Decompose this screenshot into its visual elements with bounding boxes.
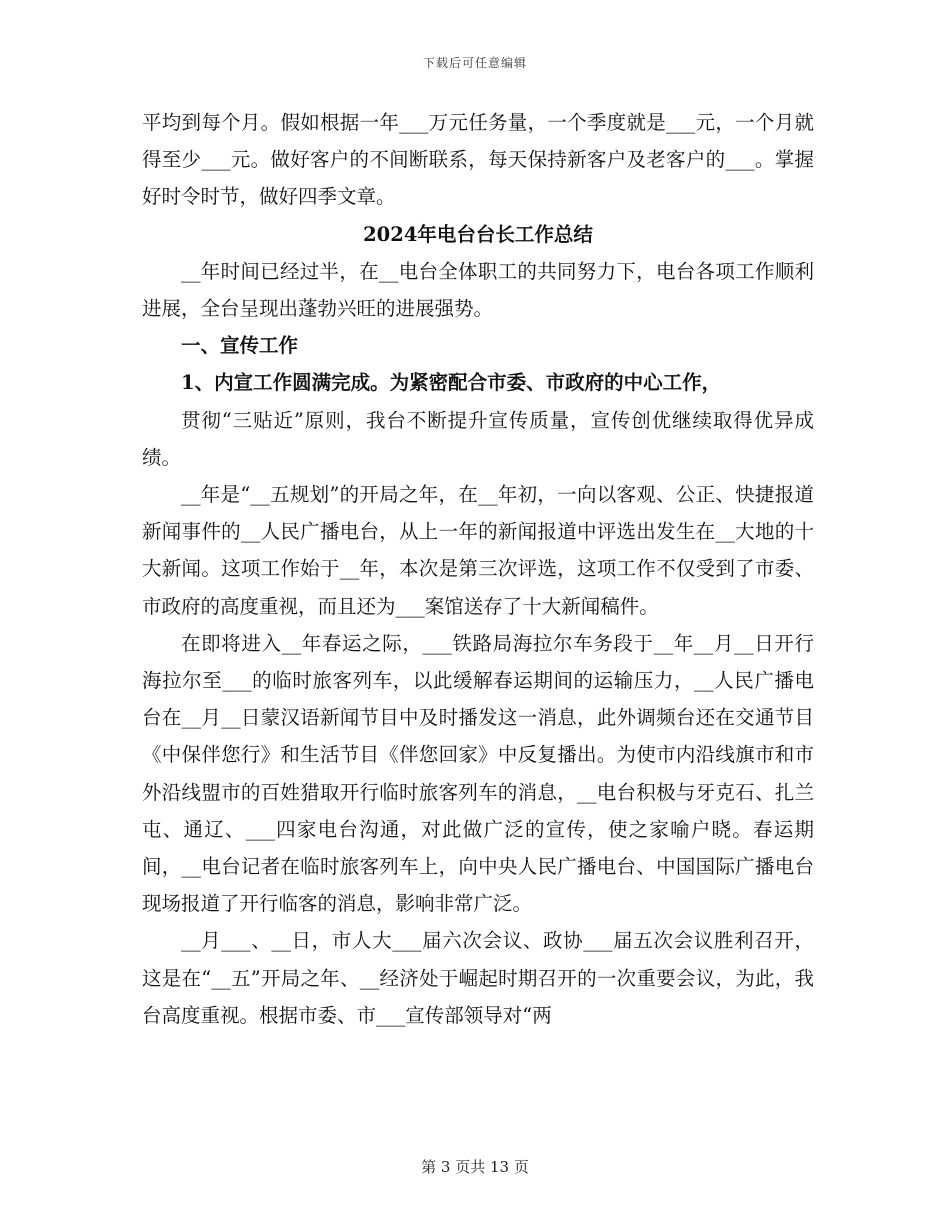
body-paragraph: __月___、__日，市人大___届六次会议、政协___届五次会议胜利召开，这是在“__五”开局之年、__经济处于崛起时期召开的一次重要会议，为此，我台高度重视。根据市委、市___宣传部领导对“两 [142, 929, 814, 1027]
document-title: 2024年电台台长工作总结 [363, 222, 593, 246]
page-header: 下载后可任意编辑 [422, 56, 527, 70]
document-body [142, 104, 814, 1034]
continuation-paragraph: 平均到每个月。假如根据一年___万元任务量，一个季度就是___元，一个月就得至少___元。做好客户的不间断联系，每天保持新客户及老客户的___。掌握好时令时节，做好四季文章。 [142, 111, 814, 209]
body-paragraph: 贯彻“三贴近”原则，我台不断提升宣传质量，宣传创优继续取得优异成绩。 [142, 408, 814, 469]
subsection-heading: 1、内宣工作圆满完成。为紧密配合市委、市政府的中心工作， [181, 371, 722, 395]
page-number: 第 3 页共 13 页 [421, 1158, 529, 1176]
intro-paragraph: __年时间已经过半，在__电台全体职工的共同努力下，电台各项工作顺利进展，全台呈现出蓬勃兴旺的进展强势。 [142, 259, 814, 321]
body-paragraph: __年是“__五规划”的开局之年，在__年初，一向以客观、公正、快捷报道新闻事件的__人民广播电台，从上一年的新闻报道中评选出发生在__大地的十大新闻。这项工作始于__年，本次是第三次评选，这项工作不仅受到了市委、市政府的高度重视，而且还为___案馆送存了十大新闻稿件。 [142, 483, 814, 618]
body-paragraph: 在即将进入__年春运之际，___铁路局海拉尔车务段于__年__月__日开行海拉尔至___的临时旅客列车，以此缓解春运期间的运输压力，__人民广播电台在__月__日蒙汉语新闻节目中及时播发这一消息，此外调频台还在交通节目《中保伴您行》和生活节目《伴您回家》中反复播出。为使市内沿线旗市和市外沿线盟市的百姓猎取开行临时旅客列车的消息，__电台积极与牙克石、扎兰屯、通辽、___四家电台沟通，对此做广泛的宣传，使之家喻户晓。春运期间，__电台记者在临时旅客列车上，向中央人民广播电台、中国国际广播电台现场报道了开行临客的消息，影响非常广泛。 [142, 631, 814, 916]
section-heading: 一、宣传工作 [181, 334, 299, 358]
